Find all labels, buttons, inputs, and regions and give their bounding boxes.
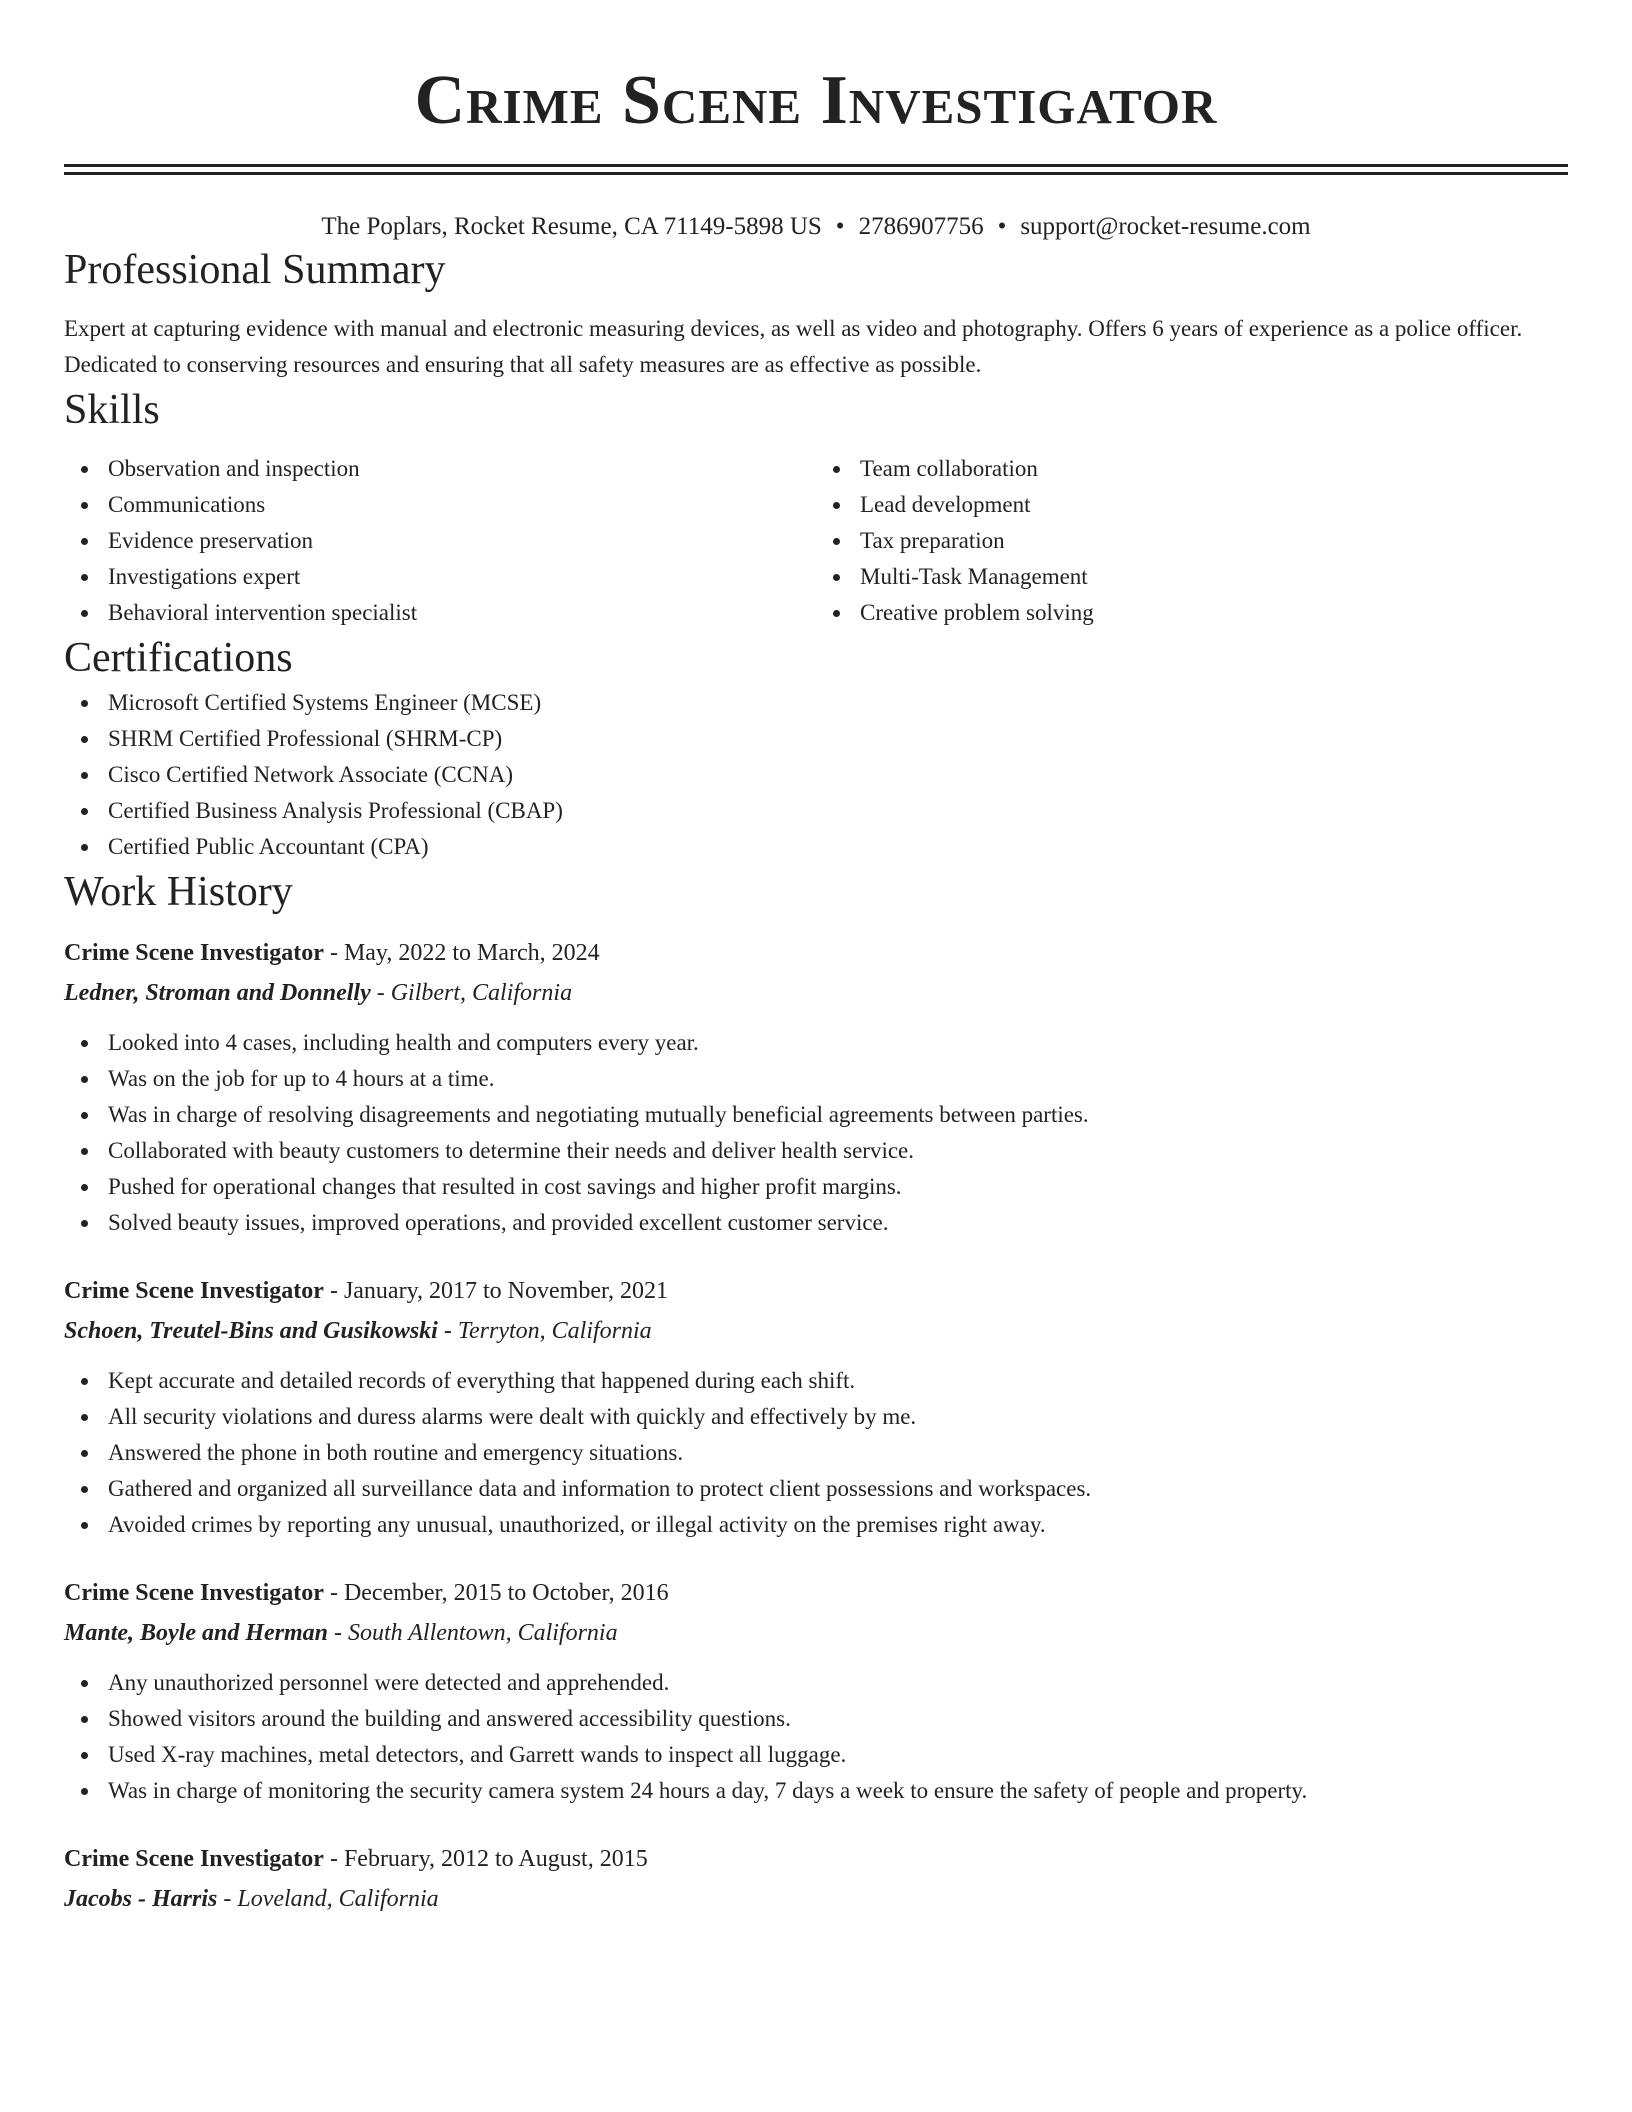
skill-item: Multi-Task Management [860, 559, 1568, 595]
job-duty-item: Answered the phone in both routine and emergency situations. [108, 1435, 1568, 1471]
job-entry [64, 1573, 1568, 1809]
job-duties-list [64, 1025, 1568, 1241]
certification-item: Microsoft Certified Systems Engineer (MCSE) [108, 685, 1568, 721]
skill-item: Evidence preservation [108, 523, 816, 559]
job-company: Jacobs - Harris [64, 1886, 218, 1912]
skill-item: Lead development [860, 487, 1568, 523]
certification-item: Cisco Certified Network Associate (CCNA) [108, 757, 1568, 793]
job-duty-item: Avoided crimes by reporting any unusual, unauthorized, or illegal activity on the premises right away. [108, 1507, 1568, 1543]
certification-item: Certified Public Accountant (CPA) [108, 829, 1568, 865]
job-company: Ledner, Stroman and Donnelly [64, 980, 371, 1006]
job-dates: May, 2022 to March, 2024 [343, 940, 600, 966]
job-duty-item: Collaborated with beauty customers to determine their needs and deliver health service. [108, 1133, 1568, 1169]
job-role: Crime Scene Investigator [64, 1278, 324, 1304]
skills-right-list [816, 451, 1568, 631]
job-title-line: Crime Scene Investigator - February, 2012 to August, 2015 [64, 1846, 648, 1872]
job-location: Loveland, California [237, 1886, 439, 1912]
job-duty-item: Gathered and organized all surveillance data and information to protect client possessions and workspaces. [108, 1471, 1568, 1507]
job-company-line: Mante, Boyle and Herman - South Allentown, California [64, 1620, 618, 1646]
certifications-list [64, 685, 1568, 865]
job-duty-item: Was in charge of resolving disagreements and negotiating mutually beneficial agreements between parties. [108, 1097, 1568, 1133]
job-duty-item: Pushed for operational changes that resulted in cost savings and higher profit margins. [108, 1169, 1568, 1205]
job-duty-item: Was in charge of monitoring the security camera system 24 hours a day, 7 days a week to ensure the safety of people and property. [108, 1773, 1568, 1809]
certifications-heading: Certifications [64, 635, 293, 681]
job-duty-item: Was on the job for up to 4 hours at a time. [108, 1061, 1568, 1097]
job-company-line: Ledner, Stroman and Donnelly - Gilbert, California [64, 980, 573, 1006]
job-location: South Allentown, California [348, 1620, 618, 1646]
job-location: Gilbert, California [390, 980, 573, 1006]
contact-address: The Poplars, Rocket Resume, CA 71149-5898 US [321, 213, 822, 240]
job-title-line: Crime Scene Investigator - December, 2015 to October, 2016 [64, 1580, 669, 1606]
summary-text: Expert at capturing evidence with manual and electronic measuring devices, as well as video and photography. Offers 6 years of experience as a police officer. Dedicated to conserving resources and ensuring that all safety measures are as effective as possible. [64, 316, 1523, 377]
job-duties-list [64, 1665, 1568, 1809]
contact-phone: 2786907756 [858, 213, 984, 240]
job-company: Mante, Boyle and Herman [64, 1620, 329, 1646]
resume-title: Crime Scene Investigator [414, 62, 1218, 139]
job-duty-item: Any unauthorized personnel were detected and apprehended. [108, 1665, 1568, 1701]
job-dates: February, 2012 to August, 2015 [343, 1846, 648, 1872]
job-duty-item: Showed visitors around the building and answered accessibility questions. [108, 1701, 1568, 1737]
job-location: Terryton, California [457, 1318, 652, 1344]
job-entry [64, 1839, 1568, 1919]
job-company-line: Jacobs - Harris - Loveland, California [64, 1886, 439, 1912]
job-entry [64, 1271, 1568, 1543]
skill-item: Investigations expert [108, 559, 816, 595]
skills-left-list [64, 451, 816, 631]
skill-item: Communications [108, 487, 816, 523]
job-duty-item: All security violations and duress alarms were dealt with quickly and effectively by me. [108, 1399, 1568, 1435]
summary-heading: Professional Summary [64, 247, 446, 293]
contact-separator: • [835, 213, 845, 240]
job-duty-item: Looked into 4 cases, including health and computers every year. [108, 1025, 1568, 1061]
contact-line [64, 211, 1568, 243]
contact-separator: • [997, 213, 1007, 240]
contact-email: support@rocket-resume.com [1020, 213, 1311, 240]
job-duties-list [64, 1363, 1568, 1543]
certification-item: Certified Business Analysis Professional (CBAP) [108, 793, 1568, 829]
certification-item: SHRM Certified Professional (SHRM-CP) [108, 721, 1568, 757]
job-entry [64, 933, 1568, 1241]
skills-columns [64, 451, 1568, 631]
job-title-line: Crime Scene Investigator - May, 2022 to March, 2024 [64, 940, 600, 966]
job-company: Schoen, Treutel-Bins and Gusikowski [64, 1318, 438, 1344]
skill-item: Team collaboration [860, 451, 1568, 487]
title-divider [64, 164, 1568, 175]
job-role: Crime Scene Investigator [64, 1846, 324, 1872]
skill-item: Creative problem solving [860, 595, 1568, 631]
skill-item: Behavioral intervention specialist [108, 595, 816, 631]
job-duty-item: Kept accurate and detailed records of everything that happened during each shift. [108, 1363, 1568, 1399]
skill-item: Observation and inspection [108, 451, 816, 487]
job-title-line: Crime Scene Investigator - January, 2017 to November, 2021 [64, 1278, 669, 1304]
job-role: Crime Scene Investigator [64, 940, 324, 966]
job-duty-item: Solved beauty issues, improved operations, and provided excellent customer service. [108, 1205, 1568, 1241]
job-duty-item: Used X-ray machines, metal detectors, and Garrett wands to inspect all luggage. [108, 1737, 1568, 1773]
skills-heading: Skills [64, 387, 160, 433]
work-history-heading: Work History [64, 869, 293, 915]
job-dates: January, 2017 to November, 2021 [343, 1278, 669, 1304]
job-company-line: Schoen, Treutel-Bins and Gusikowski - Terryton, California [64, 1318, 652, 1344]
job-dates: December, 2015 to October, 2016 [343, 1580, 669, 1606]
job-role: Crime Scene Investigator [64, 1580, 324, 1606]
skill-item: Tax preparation [860, 523, 1568, 559]
